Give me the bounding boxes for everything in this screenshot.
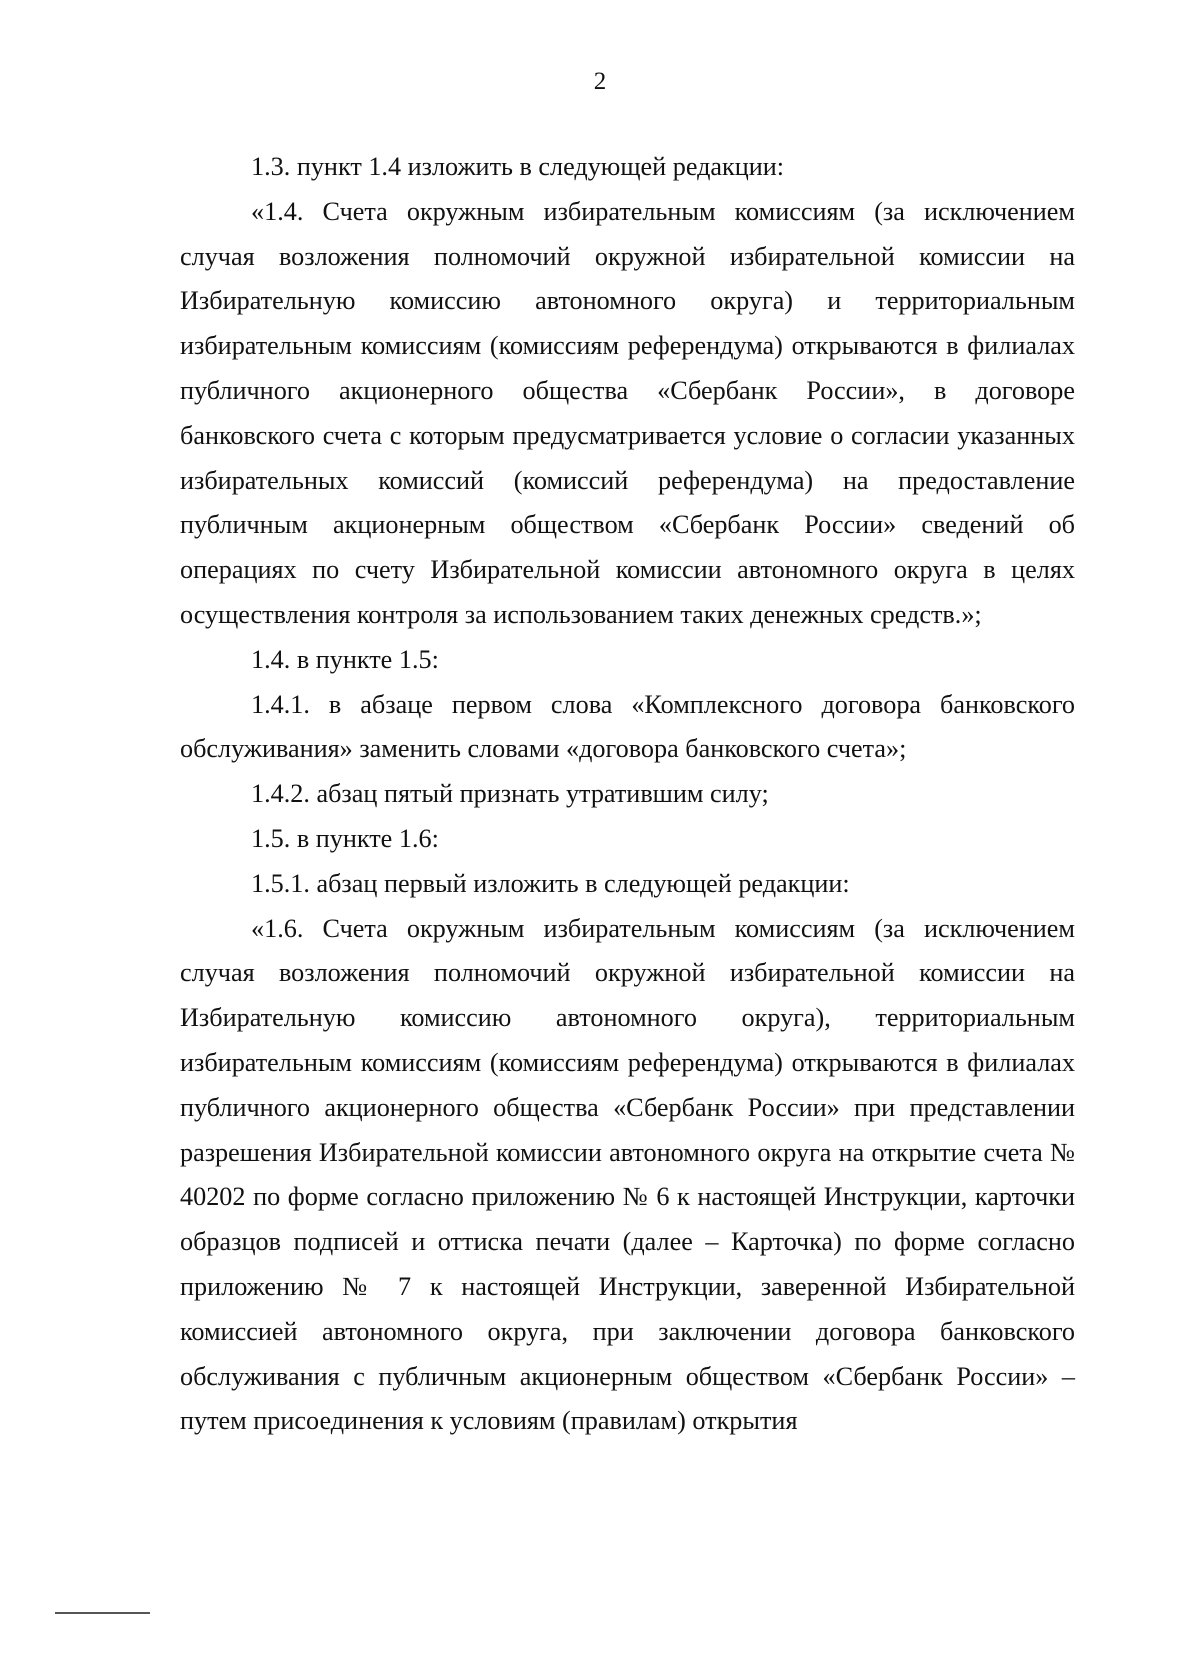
paragraph-1-4-2: 1.4.2. абзац пятый признать утратившим силу; [251, 779, 769, 809]
paragraph-quote-1-4: «1.4. Счета окружным избирательным комиссиям (за исключением случая возложения полномочий окружной избирательной комиссии на Избирательную комиссию автономного округа) и территориальным избирательным комиссиям (комиссиям референдума) открываются в филиалах публичного акционерного общества «Сбербанк России», в договоре банковского счета с которым предусматривается условие о согласии указанных избирательных комиссий (комиссий референдума) на предоставление публичным акционерным обществом «Сбербанк России» сведений об операциях по счету Избирательной комиссии автономного округа в целях осуществления контроля за использованием таких денежных средств.»; [180, 196, 1075, 629]
paragraph-1-4-1: 1.4.1. в абзаце первом слова «Комплексного договора банковского обслуживания» заменить словами «договора банковского счета»; [180, 689, 1075, 764]
paragraph-1-5-1: 1.5.1. абзац первый изложить в следующей редакции: [251, 868, 850, 898]
page-number: 2 [593, 68, 607, 95]
paragraph-1-5: 1.5. в пункте 1.6: [251, 823, 439, 853]
paragraph-quote-1-6: «1.6. Счета окружным избирательным комиссиям (за исключением случая возложения полномочий окружной избирательной комиссии на Избирательную комиссию автономного округа), территориальным избирательным комиссиям (комиссиям референдума) открываются в филиалах публичного акционерного общества «Сбербанк России» при представлении разрешения Избирательной комиссии автономного округа на открытие счета № 40202 по форме согласно приложению № 6 к настоящей Инструкции, карточки образцов подписей и оттиска печати (далее – Карточка) по форме согласно приложению № 7 к настоящей Инструкции, заверенной Избирательной комиссией автономного округа, при заключении договора банковского обслуживания с публичным акционерным обществом «Сбербанк России» – путем присоединения к условиям (правилам) открытия [180, 913, 1075, 1436]
paragraph-1-3: 1.3. пункт 1.4 изложить в следующей редакции: [251, 152, 785, 181]
footer-rule [55, 1612, 150, 1614]
paragraph-1-4: 1.4. в пункте 1.5: [251, 644, 439, 674]
document-body [180, 145, 1075, 1444]
